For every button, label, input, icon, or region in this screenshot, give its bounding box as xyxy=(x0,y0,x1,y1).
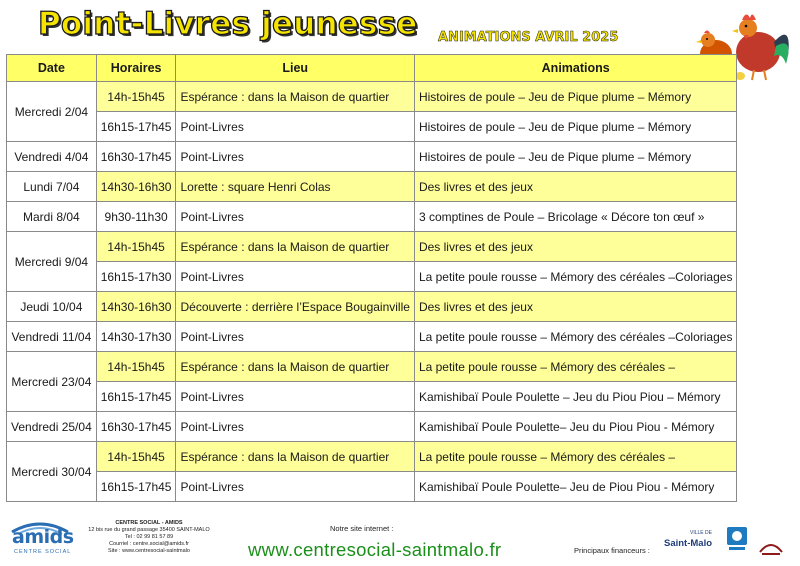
table-row xyxy=(7,232,737,262)
cell-date: Mercredi 2/04 xyxy=(7,82,97,142)
website-link[interactable]: www.centresocial-saintmalo.fr xyxy=(248,539,502,560)
schedule-body xyxy=(7,82,737,502)
cell-hours: 14h-15h45 xyxy=(96,442,176,472)
table-row xyxy=(7,292,737,322)
caf-logo-icon xyxy=(726,526,748,552)
cell-date: Jeudi 10/04 xyxy=(7,292,97,322)
table-header-row xyxy=(7,55,737,82)
cell-date: Vendredi 11/04 xyxy=(7,322,97,352)
website-label: Notre site internet : xyxy=(330,524,394,533)
logo-subtitle: CENTRE SOCIAL xyxy=(14,549,72,555)
cell-place: Point-Livres xyxy=(176,112,414,142)
cell-date: Mercredi 23/04 xyxy=(7,352,97,412)
cell-hours: 14h30-16h30 xyxy=(96,172,176,202)
cell-activity: La petite poule rousse – Mémory des céréales – xyxy=(414,442,737,472)
table-row xyxy=(7,382,737,412)
cell-activity: 3 comptines de Poule – Bricolage « Décore ton œuf » xyxy=(414,202,737,232)
funder-city-logo: Saint-Malo xyxy=(664,538,713,549)
table-row xyxy=(7,112,737,142)
table-row xyxy=(7,352,737,382)
organization-address xyxy=(86,520,212,555)
cell-activity: Histoires de poule – Jeu de Pique plume – Mémory xyxy=(414,142,737,172)
cell-place: Point-Livres xyxy=(176,382,414,412)
cell-hours: 16h15-17h30 xyxy=(96,262,176,292)
org-phone: Tel : 02 99 81 57 89 xyxy=(124,534,174,540)
cell-place: Point-Livres xyxy=(176,142,414,172)
cell-place: Lorette : square Henri Colas xyxy=(176,172,414,202)
funders-label: Principaux financeurs : xyxy=(574,546,650,555)
footer xyxy=(0,512,800,566)
header-hours: Horaires xyxy=(96,55,176,82)
cell-hours: 14h-15h45 xyxy=(96,232,176,262)
cell-hours: 14h30-17h30 xyxy=(96,322,176,352)
header-activities: Animations xyxy=(414,55,737,82)
cell-date: Mardi 8/04 xyxy=(7,202,97,232)
cell-place: Espérance : dans la Maison de quartier xyxy=(176,82,414,112)
page-subtitle: ANIMATIONS AVRIL 2025 xyxy=(438,30,619,45)
org-name: CENTRE SOCIAL - AMIDS xyxy=(115,520,183,526)
table-row xyxy=(7,262,737,292)
cell-place: Point-Livres xyxy=(176,202,414,232)
cell-hours: 14h30-16h30 xyxy=(96,292,176,322)
header-place: Lieu xyxy=(176,55,414,82)
cell-date: Vendredi 25/04 xyxy=(7,412,97,442)
logo-text: amids xyxy=(12,526,74,548)
table-row xyxy=(7,442,737,472)
cell-place: Découverte : derrière l’Espace Bougainville xyxy=(176,292,414,322)
org-street: 12 bis rue du grand passage 35400 SAINT-MALO xyxy=(88,527,210,533)
table-row xyxy=(7,412,737,442)
cell-place: Point-Livres xyxy=(176,322,414,352)
table-row xyxy=(7,142,737,172)
cell-place: Espérance : dans la Maison de quartier xyxy=(176,442,414,472)
org-website: Site : www.centresocial-saintmalo xyxy=(108,548,190,554)
cell-place: Point-Livres xyxy=(176,472,414,502)
table-row xyxy=(7,472,737,502)
funder-city-top: VILLE DE xyxy=(690,530,712,536)
cell-activity: Des livres et des jeux xyxy=(414,292,737,322)
cell-activity: Histoires de poule – Jeu de Pique plume – Mémory xyxy=(414,112,737,142)
cell-place: Point-Livres xyxy=(176,412,414,442)
table-row xyxy=(7,172,737,202)
cell-hours: 16h30-17h45 xyxy=(96,412,176,442)
cell-hours: 9h30-11h30 xyxy=(96,202,176,232)
region-logo-icon xyxy=(756,536,786,558)
table-row xyxy=(7,202,737,232)
cell-hours: 16h15-17h45 xyxy=(96,472,176,502)
cell-activity: La petite poule rousse – Mémory des céréales –Coloriages xyxy=(414,262,737,292)
cell-activity: La petite poule rousse – Mémory des céréales – xyxy=(414,352,737,382)
schedule-table xyxy=(6,54,737,502)
cell-hours: 16h15-17h45 xyxy=(96,382,176,412)
page-title: Point-Livres jeunesse xyxy=(38,6,418,42)
cell-hours: 16h30-17h45 xyxy=(96,142,176,172)
cell-activity: Kamishibaï Poule Poulette– Jeu de Piou Piou - Mémory xyxy=(414,472,737,502)
cell-place: Espérance : dans la Maison de quartier xyxy=(176,232,414,262)
cell-hours: 14h-15h45 xyxy=(96,352,176,382)
cell-date: Mercredi 30/04 xyxy=(7,442,97,502)
header-date: Date xyxy=(7,55,97,82)
cell-activity: Histoires de poule – Jeu de Pique plume – Mémory xyxy=(414,82,737,112)
cell-date: Mercredi 9/04 xyxy=(7,232,97,292)
table-row xyxy=(7,82,737,112)
cell-hours: 14h-15h45 xyxy=(96,82,176,112)
cell-hours: 16h15-17h45 xyxy=(96,112,176,142)
table-row xyxy=(7,322,737,352)
cell-date: Vendredi 4/04 xyxy=(7,142,97,172)
cell-activity: Kamishibaï Poule Poulette– Jeu du Piou Piou - Mémory xyxy=(414,412,737,442)
cell-activity: Kamishibaï Poule Poulette – Jeu du Piou Piou – Mémory xyxy=(414,382,737,412)
cell-activity: Des livres et des jeux xyxy=(414,232,737,262)
cell-activity: La petite poule rousse – Mémory des céréales –Coloriages xyxy=(414,322,737,352)
cell-activity: Des livres et des jeux xyxy=(414,172,737,202)
cell-place: Espérance : dans la Maison de quartier xyxy=(176,352,414,382)
cell-place: Point-Livres xyxy=(176,262,414,292)
org-email: Courriel : centre.social@amids.fr xyxy=(109,541,189,547)
cell-date: Lundi 7/04 xyxy=(7,172,97,202)
